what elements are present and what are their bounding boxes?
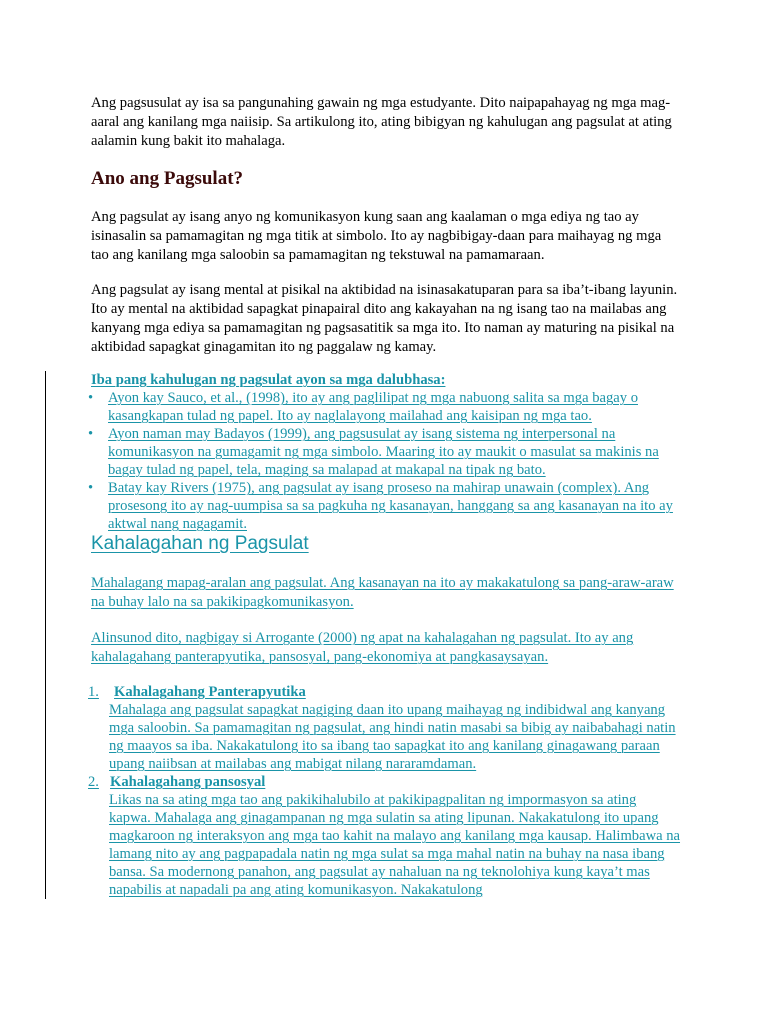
heading-ano-ang-pagsulat: Ano ang Pagsulat? — [91, 168, 244, 189]
bullet-icon: • — [88, 426, 94, 442]
intro-paragraph: Ang pagsusulat ay isa sa pangunahing gawain ng mga estudyante. Dito naipapahayag ng mga mag-aaral ang kanilang mga naiisip. Sa artikulong ito, ating bibigyan ng kahulugan ang pagsulat at ating aalamin kung bakit ito mahalaga. — [91, 95, 672, 149]
definition-paragraph: Ang pagsulat ay isang anyo ng komunikasyon kung saan ang kaalaman o mga ediya ng tao ay isinasalin sa pamamagitan ng mga titik at simbolo. Ito ay nagbibigay-daan para maihayag ng mga tao ang kanilang mga saloobin sa pamamagitan ng tekstuwal na pamamaraan. — [91, 209, 662, 263]
list-item-text[interactable]: Ayon naman may Badayos (1999), ang pagsusulat ay isang sistema ng interpersonal na komunikasyon na gumagamit ng mga simbolo. Maaring ito ay maukit o masulat sa makinis na bagay tulad ng papel, tela, maging sa malapad at makapal na tipak ng bato. — [108, 426, 659, 478]
item-body[interactable]: Likas na sa ating mga tao ang pakikihalubilo at pakikipagpalitan ng impormasyon sa ating kapwa. Mahalaga ang ginagampanan ng mga sulatin sa ating lipunan. Nakakatulong ito upang magkaroon ng interaksyon ang mga tao kahit na malayo ang kanilang mga kausap. Halimbawa na lamang nito ay ang pagpapadala natin ng mga sulat sa mga mahal natin na buhay na nasa ibang bansa. Sa modernong panahon, ang pagsulat ay nahaluan na ng teknolohiya kung kaya’t mas napabilis at napadali pa ang ating komunikasyon. Nakakatulong — [109, 792, 681, 898]
bullet-icon: • — [88, 390, 94, 406]
bullet-icon: • — [88, 480, 94, 496]
item-number: 2. — [88, 774, 99, 790]
importance-paragraph[interactable]: Mahalagang mapag-aralan ang pagsulat. Ang kasanayan na ito ay makakatulong sa pang-araw-araw na buhay lalo na sa pakikipagkomunikasyon. — [91, 575, 674, 610]
list-item[interactable] — [88, 479, 688, 533]
list-item[interactable] — [88, 389, 688, 425]
item-title[interactable]: Kahalagahang Panterapyutika — [114, 684, 306, 700]
arrogante-paragraph[interactable]: Alinsunod dito, nagbigay si Arrogante (2000) ng apat na kahalagahan ng pagsulat. Ito ay ang kahalagahang panterapyutika, pansosyal, pang-ekonomiya at pangkasaysayan. — [91, 630, 634, 665]
list-item-text[interactable]: Ayon kay Sauco, et al., (1998), ito ay ang paglilipat ng mga nabuong salita sa mga bagay o kasangkapan tulad ng papel. Ito ay naglalayong mailahad ang kaisipan ng mga tao. — [108, 390, 638, 424]
item-body[interactable]: Mahalaga ang pagsulat sapagkat nagiging daan ito upang maihayag ng indibidwal ang kanyang mga saloobin. Sa pamamagitan ng pagsulat, ang hindi natin masabi sa bibig ay naibabahagi natin ng maayos sa iba. Nakakatulong ito sa ibang tao sapagkat ito ang kanilang ginagawang paraan upang naiibsan at mailabas ang mabigat nilang nararamdaman. — [109, 702, 676, 772]
list-item-text[interactable]: Batay kay Rivers (1975), ang pagsulat ay isang proseso na mahirap unawain (complex). Ang prosesong ito ay nag-uumpisa sa sa pagkuha ng kasanayan, hanggang sa ang kasanayan na ito ay aktwal nang nagagamit. — [108, 480, 673, 532]
list-item[interactable] — [88, 425, 688, 479]
item-number: 1. — [88, 684, 99, 700]
mental-physical-paragraph: Ang pagsulat ay isang mental at pisikal na aktibidad na isinasakatuparan para sa iba’t-ibang layunin. Ito ay mental na aktibidad sapagkat pinapairal dito ang kakayahan na ng isang tao na mailabas ang kanyang mga ediya sa pamamagitan ng pagsasatitik sa mga ito. Ito naman ay maturing na pisikal na aktibidad sapagkat ginagamitan ito ng paggalaw ng kamay. — [91, 282, 678, 355]
heading-kahalagahan[interactable]: Kahalagahan ng Pagsulat — [91, 533, 309, 554]
item-title[interactable]: Kahalagahang pansosyal — [110, 774, 266, 790]
experts-list — [88, 389, 688, 533]
experts-subheading[interactable]: Iba pang kahulugan ng pagsulat ayon sa mga dalubhasa: — [91, 372, 446, 388]
margin-change-bar — [45, 371, 46, 899]
